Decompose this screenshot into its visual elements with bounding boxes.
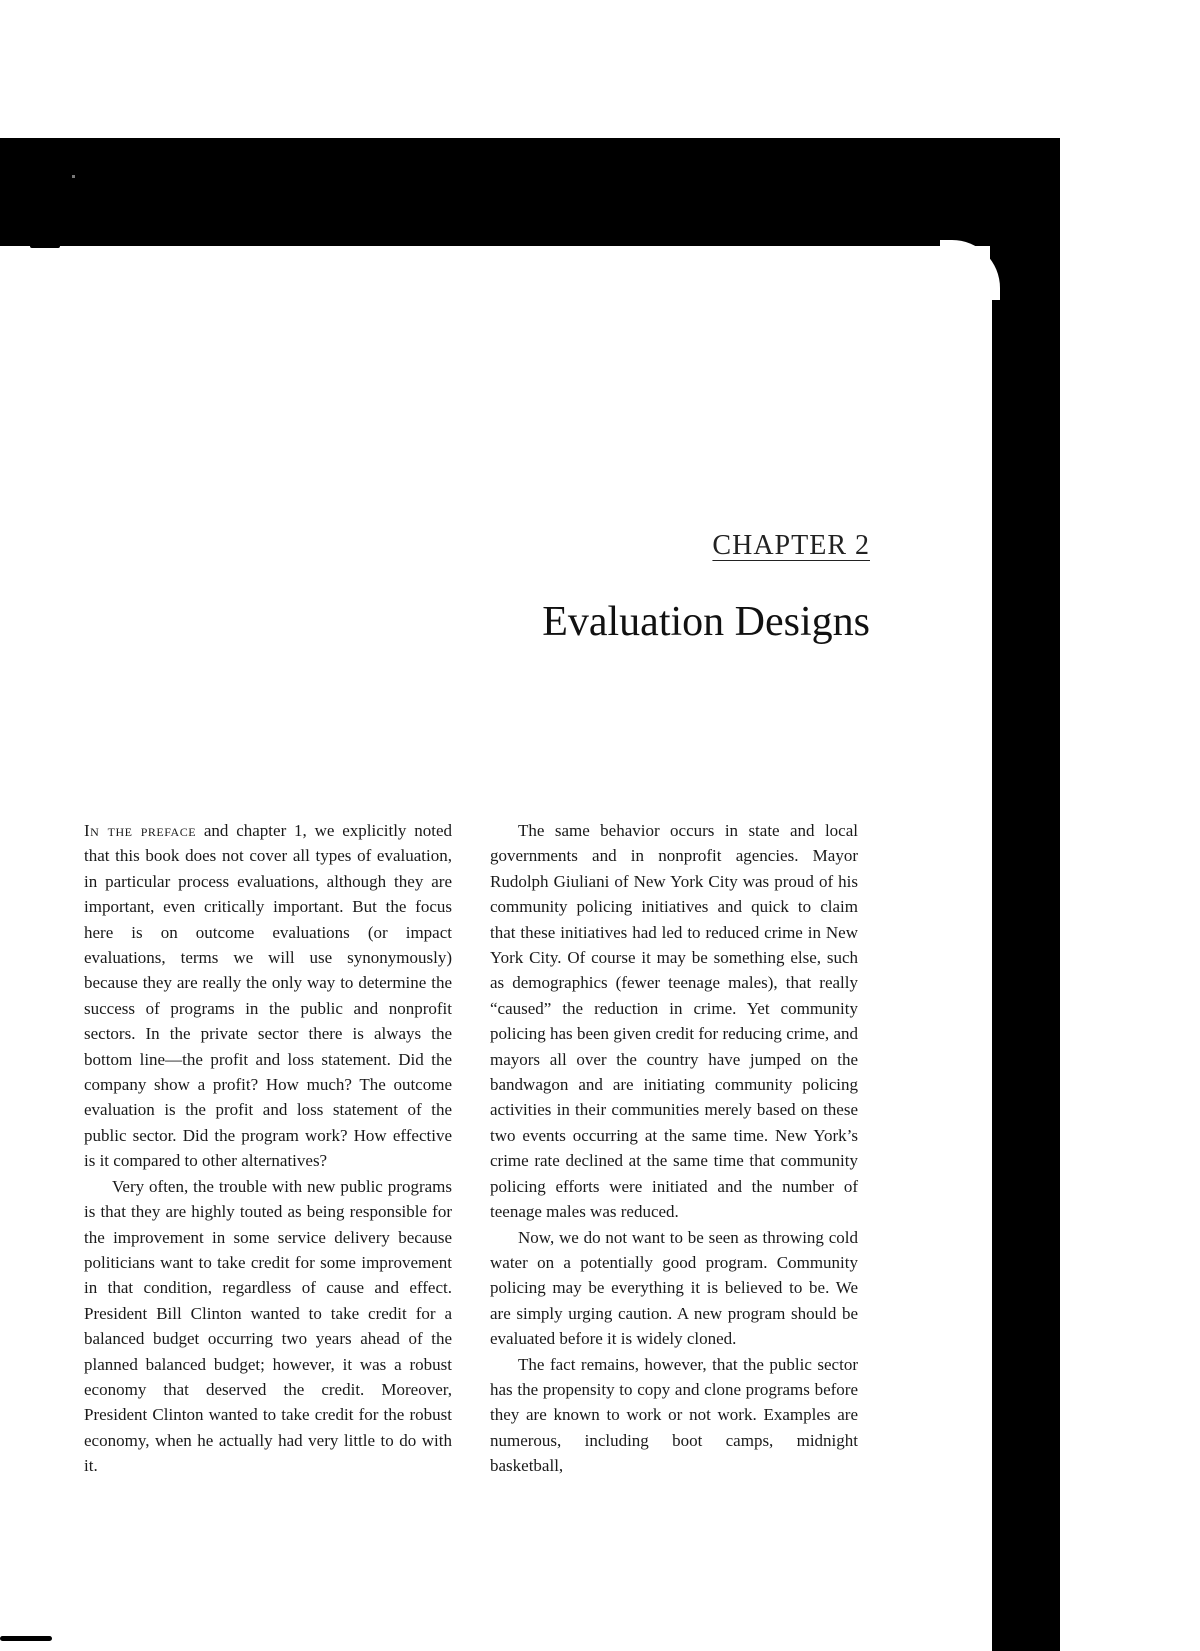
scan-border-right [990,138,1060,1651]
paragraph-text: and chapter 1, we explicitly noted that this book does not cover all types of evaluation, in particular process evaluations, although they are important, even critically important. But the focus here is on outcome evaluations (or impact evaluations, terms we will use synonymously) because they are really the only way to determine the success of programs in the public and nonprofit sectors. In the private sector there is always the bottom line—the profit and loss statement. Did the company show a profit? How much? The outcome evaluation is the profit and loss statement of the public sector. Did the program work? How effective is it compared to other alternatives? [84,821,452,1171]
paragraph: The fact remains, however, that the public sector has the propensity to copy and clone programs before they are known to work or not work. Examples are numerous, including boot camps, midnight basketball, [490,1354,858,1476]
page-edge [978,270,992,1651]
paragraph [84,818,452,1174]
scan-border-top [0,138,1060,246]
lead-in-smallcaps: In the preface [84,821,197,840]
paragraph: Now, we do not want to be seen as throwing cold water on a potentially good program. Community policing may be everything it is believed to be. We are simply urging caution. A new program should be evaluated before it is widely cloned. [490,1227,858,1349]
paragraph: Very often, the trouble with new public programs is that they are highly touted as being responsible for the improvement in some service delivery because politicians want to take credit for some improvement in that condition, regardless of cause and effect. President Bill Clinton wanted to take credit for a balanced budget occurring two years ahead of the planned balanced budget; however, it was a robust economy that deserved the credit. Moreover, President Clinton wanted to take credit for the robust economy, when he actually had very little to do with it. [84,1176,452,1476]
chapter-title: Evaluation Designs [542,599,870,645]
left-column [84,818,452,1479]
right-column [490,818,858,1479]
scan-speck [72,175,75,178]
scan-smudge-top [30,244,60,248]
scan-smudge-bottom [0,1636,52,1641]
paragraph: The same behavior occurs in state and local governments and in nonprofit agencies. Mayor Rudolph Giuliani of New York City was proud of his community policing initiatives and quick to claim that these initiatives had led to reduced crime in New York City. Of course it may be something else, such as demographics (fewer teenage males), that really “caused” the reduction in crime. Yet community policing has been given credit for reducing crime, and mayors all over the country have jumped on the bandwagon and are initiating community policing activities in their communities merely based on these two events occurring at the same time. New York’s crime rate declined at the same time that community policing efforts were initiated and the number of teenage males was reduced. [490,821,858,1222]
chapter-label: CHAPTER 2 [712,530,870,561]
